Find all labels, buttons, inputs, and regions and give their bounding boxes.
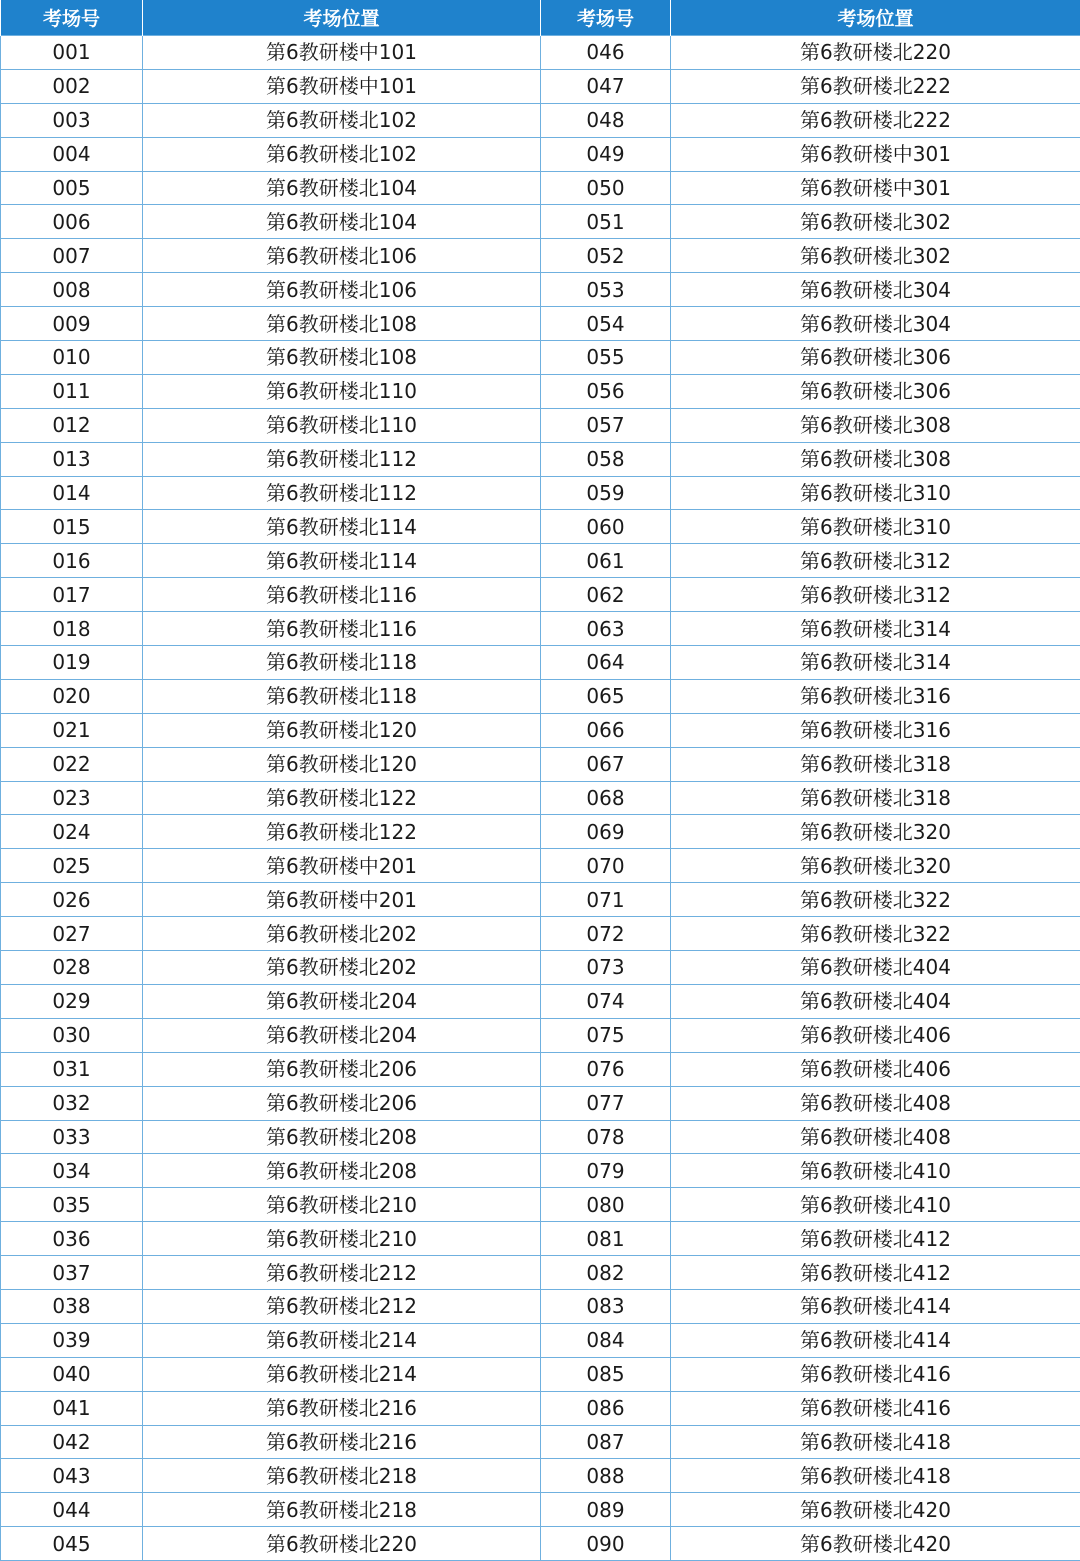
table-row: [1, 849, 1080, 883]
room-number-cell: 041: [1, 1391, 143, 1425]
room-location-cell: 第6教研楼北322: [671, 917, 1080, 951]
room-location-cell: 第6教研楼北320: [671, 815, 1080, 849]
room-number-cell: 035: [1, 1188, 143, 1222]
table-row: [1, 171, 1080, 205]
room-location-cell: 第6教研楼北108: [143, 341, 541, 375]
room-location-cell: 第6教研楼中301: [671, 171, 1080, 205]
table-row: [1, 1086, 1080, 1120]
table-row: [1, 239, 1080, 273]
room-number-cell: 038: [1, 1289, 143, 1323]
room-number-cell: 026: [1, 883, 143, 917]
table-row: [1, 781, 1080, 815]
room-location-cell: 第6教研楼北418: [671, 1425, 1080, 1459]
room-location-cell: 第6教研楼北314: [671, 646, 1080, 680]
room-location-cell: 第6教研楼北104: [143, 171, 541, 205]
room-number-cell: 085: [541, 1357, 671, 1391]
table-row: [1, 69, 1080, 103]
room-location-cell: 第6教研楼北410: [671, 1154, 1080, 1188]
room-location-cell: 第6教研楼北308: [671, 442, 1080, 476]
room-location-cell: 第6教研楼北212: [143, 1256, 541, 1290]
room-location-cell: 第6教研楼北204: [143, 984, 541, 1018]
room-location-cell: 第6教研楼北308: [671, 408, 1080, 442]
room-number-cell: 018: [1, 612, 143, 646]
room-number-cell: 082: [541, 1256, 671, 1290]
room-number-cell: 087: [541, 1425, 671, 1459]
table-row: [1, 476, 1080, 510]
header-location-left: 考场位置: [143, 0, 541, 36]
room-location-cell: 第6教研楼北414: [671, 1289, 1080, 1323]
room-location-cell: 第6教研楼北304: [671, 307, 1080, 341]
room-number-cell: 004: [1, 137, 143, 171]
room-number-cell: 009: [1, 307, 143, 341]
room-location-cell: 第6教研楼北306: [671, 374, 1080, 408]
room-number-cell: 015: [1, 510, 143, 544]
room-location-cell: 第6教研楼北404: [671, 984, 1080, 1018]
room-number-cell: 016: [1, 544, 143, 578]
table-body: [1, 36, 1080, 1561]
room-number-cell: 022: [1, 747, 143, 781]
room-number-cell: 068: [541, 781, 671, 815]
room-location-cell: 第6教研楼北214: [143, 1323, 541, 1357]
room-location-cell: 第6教研楼北202: [143, 951, 541, 985]
table-row: [1, 544, 1080, 578]
table-row: [1, 1391, 1080, 1425]
room-location-cell: 第6教研楼北122: [143, 781, 541, 815]
table-row: [1, 883, 1080, 917]
room-number-cell: 005: [1, 171, 143, 205]
room-number-cell: 071: [541, 883, 671, 917]
room-number-cell: 090: [541, 1527, 671, 1561]
table-row: [1, 103, 1080, 137]
header-room-no-left: 考场号: [1, 0, 143, 36]
table-row: [1, 341, 1080, 375]
room-location-cell: 第6教研楼北102: [143, 137, 541, 171]
room-number-cell: 043: [1, 1459, 143, 1493]
room-location-cell: 第6教研楼北220: [143, 1527, 541, 1561]
room-location-cell: 第6教研楼北106: [143, 273, 541, 307]
room-number-cell: 047: [541, 69, 671, 103]
room-number-cell: 060: [541, 510, 671, 544]
room-number-cell: 001: [1, 36, 143, 70]
room-number-cell: 055: [541, 341, 671, 375]
room-location-cell: 第6教研楼中301: [671, 137, 1080, 171]
room-number-cell: 075: [541, 1018, 671, 1052]
room-location-cell: 第6教研楼北412: [671, 1256, 1080, 1290]
room-location-cell: 第6教研楼北110: [143, 408, 541, 442]
table-row: [1, 1459, 1080, 1493]
room-location-cell: 第6教研楼北110: [143, 374, 541, 408]
room-number-cell: 036: [1, 1222, 143, 1256]
room-location-cell: 第6教研楼北222: [671, 69, 1080, 103]
room-number-cell: 025: [1, 849, 143, 883]
room-number-cell: 057: [541, 408, 671, 442]
room-number-cell: 042: [1, 1425, 143, 1459]
room-location-cell: 第6教研楼北310: [671, 476, 1080, 510]
room-location-cell: 第6教研楼北404: [671, 951, 1080, 985]
room-number-cell: 020: [1, 679, 143, 713]
table-row: [1, 747, 1080, 781]
room-location-cell: 第6教研楼北210: [143, 1222, 541, 1256]
room-number-cell: 031: [1, 1052, 143, 1086]
room-number-cell: 014: [1, 476, 143, 510]
room-location-cell: 第6教研楼北120: [143, 747, 541, 781]
table-row: [1, 408, 1080, 442]
table-row: [1, 646, 1080, 680]
room-number-cell: 037: [1, 1256, 143, 1290]
room-number-cell: 072: [541, 917, 671, 951]
room-location-cell: 第6教研楼北302: [671, 239, 1080, 273]
room-number-cell: 024: [1, 815, 143, 849]
room-location-cell: 第6教研楼北208: [143, 1154, 541, 1188]
room-location-cell: 第6教研楼北212: [143, 1289, 541, 1323]
table-row: [1, 578, 1080, 612]
room-number-cell: 012: [1, 408, 143, 442]
room-location-cell: 第6教研楼北408: [671, 1086, 1080, 1120]
table-row: [1, 1357, 1080, 1391]
room-number-cell: 002: [1, 69, 143, 103]
room-location-cell: 第6教研楼北412: [671, 1222, 1080, 1256]
table-row: [1, 984, 1080, 1018]
table-row: [1, 307, 1080, 341]
room-location-cell: 第6教研楼北122: [143, 815, 541, 849]
room-number-cell: 010: [1, 341, 143, 375]
table-row: [1, 951, 1080, 985]
room-number-cell: 048: [541, 103, 671, 137]
table-row: [1, 1188, 1080, 1222]
room-location-cell: 第6教研楼北204: [143, 1018, 541, 1052]
room-location-cell: 第6教研楼北114: [143, 510, 541, 544]
room-location-cell: 第6教研楼北406: [671, 1052, 1080, 1086]
room-number-cell: 088: [541, 1459, 671, 1493]
table-row: [1, 1120, 1080, 1154]
room-number-cell: 086: [541, 1391, 671, 1425]
table-row: [1, 1052, 1080, 1086]
table-row: [1, 679, 1080, 713]
table-row: [1, 1493, 1080, 1527]
room-number-cell: 013: [1, 442, 143, 476]
room-number-cell: 034: [1, 1154, 143, 1188]
table-row: [1, 1154, 1080, 1188]
room-location-cell: 第6教研楼北118: [143, 679, 541, 713]
room-number-cell: 084: [541, 1323, 671, 1357]
room-location-cell: 第6教研楼北322: [671, 883, 1080, 917]
room-number-cell: 077: [541, 1086, 671, 1120]
room-location-cell: 第6教研楼北102: [143, 103, 541, 137]
table-row: [1, 137, 1080, 171]
room-location-cell: 第6教研楼北104: [143, 205, 541, 239]
table-row: [1, 815, 1080, 849]
room-location-cell: 第6教研楼北318: [671, 781, 1080, 815]
room-location-cell: 第6教研楼北406: [671, 1018, 1080, 1052]
room-location-cell: 第6教研楼北116: [143, 612, 541, 646]
room-location-cell: 第6教研楼北118: [143, 646, 541, 680]
table-row: [1, 205, 1080, 239]
room-location-cell: 第6教研楼北116: [143, 578, 541, 612]
table-row: [1, 1222, 1080, 1256]
room-location-cell: 第6教研楼北316: [671, 679, 1080, 713]
room-location-cell: 第6教研楼北112: [143, 476, 541, 510]
room-number-cell: 067: [541, 747, 671, 781]
room-number-cell: 021: [1, 713, 143, 747]
room-number-cell: 062: [541, 578, 671, 612]
room-number-cell: 061: [541, 544, 671, 578]
room-number-cell: 050: [541, 171, 671, 205]
room-location-cell: 第6教研楼北410: [671, 1188, 1080, 1222]
table-row: [1, 36, 1080, 70]
room-number-cell: 054: [541, 307, 671, 341]
table-row: [1, 1289, 1080, 1323]
room-number-cell: 032: [1, 1086, 143, 1120]
room-number-cell: 006: [1, 205, 143, 239]
room-number-cell: 073: [541, 951, 671, 985]
room-location-cell: 第6教研楼北210: [143, 1188, 541, 1222]
room-number-cell: 046: [541, 36, 671, 70]
table-row: [1, 612, 1080, 646]
room-number-cell: 063: [541, 612, 671, 646]
room-location-cell: 第6教研楼北222: [671, 103, 1080, 137]
room-number-cell: 033: [1, 1120, 143, 1154]
room-location-cell: 第6教研楼北108: [143, 307, 541, 341]
table-row: [1, 713, 1080, 747]
room-location-cell: 第6教研楼北320: [671, 849, 1080, 883]
room-location-cell: 第6教研楼北304: [671, 273, 1080, 307]
room-number-cell: 053: [541, 273, 671, 307]
header-room-no-right: 考场号: [541, 0, 671, 36]
room-location-cell: 第6教研楼北206: [143, 1086, 541, 1120]
header-row: [1, 0, 1080, 36]
table-row: [1, 273, 1080, 307]
room-number-cell: 030: [1, 1018, 143, 1052]
room-location-cell: 第6教研楼北216: [143, 1391, 541, 1425]
room-number-cell: 029: [1, 984, 143, 1018]
room-number-cell: 076: [541, 1052, 671, 1086]
room-number-cell: 059: [541, 476, 671, 510]
room-location-cell: 第6教研楼北408: [671, 1120, 1080, 1154]
room-number-cell: 074: [541, 984, 671, 1018]
table-row: [1, 917, 1080, 951]
table-row: [1, 1018, 1080, 1052]
room-number-cell: 040: [1, 1357, 143, 1391]
room-location-cell: 第6教研楼北120: [143, 713, 541, 747]
room-number-cell: 045: [1, 1527, 143, 1561]
room-location-cell: 第6教研楼北420: [671, 1493, 1080, 1527]
room-location-cell: 第6教研楼北314: [671, 612, 1080, 646]
room-number-cell: 070: [541, 849, 671, 883]
room-location-cell: 第6教研楼北318: [671, 747, 1080, 781]
room-number-cell: 079: [541, 1154, 671, 1188]
room-location-cell: 第6教研楼北114: [143, 544, 541, 578]
room-location-cell: 第6教研楼北208: [143, 1120, 541, 1154]
room-location-cell: 第6教研楼北312: [671, 578, 1080, 612]
room-location-cell: 第6教研楼北218: [143, 1493, 541, 1527]
room-location-cell: 第6教研楼北202: [143, 917, 541, 951]
room-location-cell: 第6教研楼北106: [143, 239, 541, 273]
room-location-cell: 第6教研楼北414: [671, 1323, 1080, 1357]
room-number-cell: 083: [541, 1289, 671, 1323]
room-location-cell: 第6教研楼北206: [143, 1052, 541, 1086]
room-location-cell: 第6教研楼北214: [143, 1357, 541, 1391]
room-location-cell: 第6教研楼北310: [671, 510, 1080, 544]
room-location-cell: 第6教研楼北416: [671, 1357, 1080, 1391]
room-number-cell: 039: [1, 1323, 143, 1357]
room-location-cell: 第6教研楼中201: [143, 883, 541, 917]
room-number-cell: 089: [541, 1493, 671, 1527]
room-number-cell: 058: [541, 442, 671, 476]
table-row: [1, 1323, 1080, 1357]
table-row: [1, 1256, 1080, 1290]
table-row: [1, 374, 1080, 408]
room-number-cell: 027: [1, 917, 143, 951]
room-location-cell: 第6教研楼北218: [143, 1459, 541, 1493]
room-location-cell: 第6教研楼北306: [671, 341, 1080, 375]
room-number-cell: 003: [1, 103, 143, 137]
table-row: [1, 510, 1080, 544]
room-location-cell: 第6教研楼中201: [143, 849, 541, 883]
room-number-cell: 052: [541, 239, 671, 273]
room-number-cell: 069: [541, 815, 671, 849]
room-number-cell: 051: [541, 205, 671, 239]
table-row: [1, 1425, 1080, 1459]
room-number-cell: 065: [541, 679, 671, 713]
room-number-cell: 044: [1, 1493, 143, 1527]
room-number-cell: 007: [1, 239, 143, 273]
room-number-cell: 064: [541, 646, 671, 680]
room-number-cell: 011: [1, 374, 143, 408]
table-row: [1, 1527, 1080, 1561]
room-number-cell: 080: [541, 1188, 671, 1222]
header-location-right: 考场位置: [671, 0, 1080, 36]
room-number-cell: 081: [541, 1222, 671, 1256]
room-number-cell: 019: [1, 646, 143, 680]
room-location-cell: 第6教研楼北420: [671, 1527, 1080, 1561]
room-number-cell: 049: [541, 137, 671, 171]
room-location-cell: 第6教研楼北302: [671, 205, 1080, 239]
room-number-cell: 056: [541, 374, 671, 408]
room-number-cell: 008: [1, 273, 143, 307]
room-number-cell: 078: [541, 1120, 671, 1154]
room-location-cell: 第6教研楼北416: [671, 1391, 1080, 1425]
room-number-cell: 028: [1, 951, 143, 985]
room-location-cell: 第6教研楼北220: [671, 36, 1080, 70]
room-location-cell: 第6教研楼北316: [671, 713, 1080, 747]
room-location-cell: 第6教研楼北112: [143, 442, 541, 476]
room-location-cell: 第6教研楼北216: [143, 1425, 541, 1459]
room-location-cell: 第6教研楼北418: [671, 1459, 1080, 1493]
room-number-cell: 023: [1, 781, 143, 815]
room-number-cell: 066: [541, 713, 671, 747]
room-location-cell: 第6教研楼中101: [143, 69, 541, 103]
room-location-cell: 第6教研楼中101: [143, 36, 541, 70]
table-row: [1, 442, 1080, 476]
table-header: [1, 0, 1080, 36]
room-location-cell: 第6教研楼北312: [671, 544, 1080, 578]
room-number-cell: 017: [1, 578, 143, 612]
